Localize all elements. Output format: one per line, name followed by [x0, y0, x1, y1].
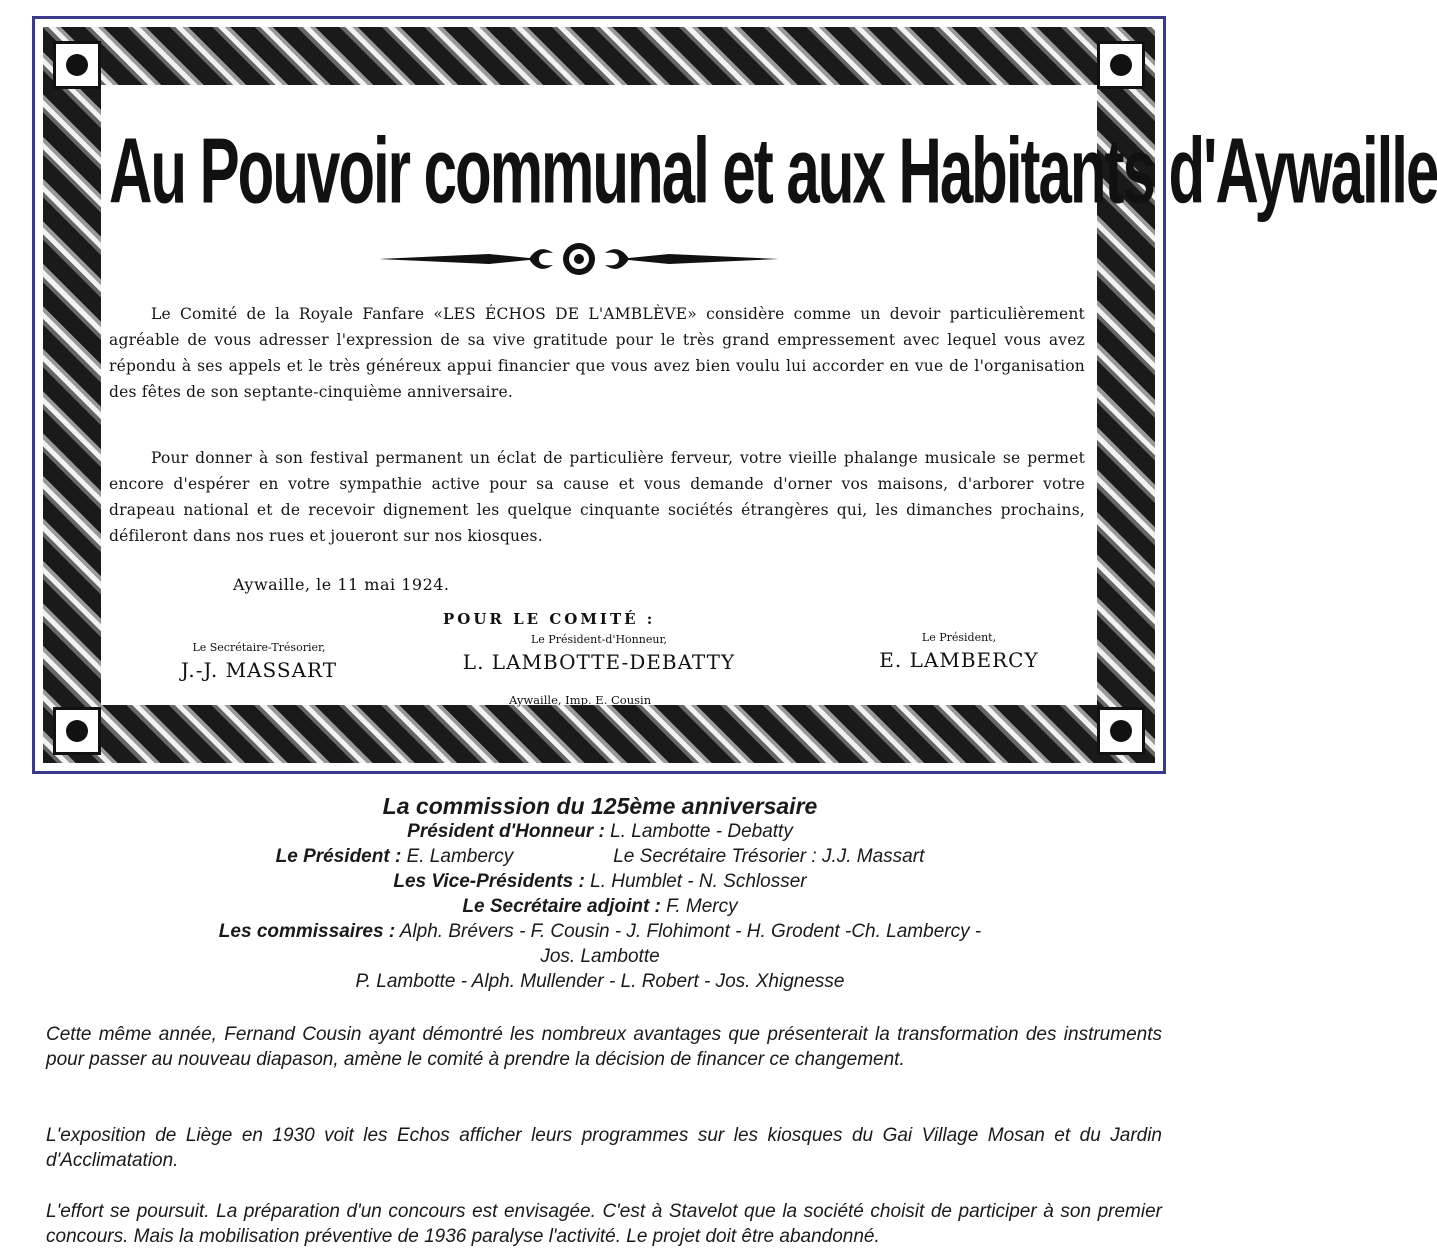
- commissaires-value: Alph. Brévers - F. Cousin - J. Flohimont - H. Grodent -Ch. Lambercy -: [395, 921, 982, 942]
- secretaire-adjoint-label: Le Secrétaire adjoint :: [462, 896, 661, 917]
- divider-ornament: [379, 239, 779, 279]
- vice-presidents-value: L. Humblet - N. Schlosser: [584, 871, 807, 892]
- signature-role: Le Président,: [921, 631, 997, 644]
- corner-ornament-bottom-right: [1097, 707, 1145, 755]
- poster-image: [32, 16, 1437, 774]
- commissaires-line: [0, 919, 1200, 944]
- signature-secretaire-tresorier: [179, 641, 339, 682]
- secretaire-adjoint-value: F. Mercy: [660, 896, 738, 917]
- president-honneur-line: [0, 819, 1200, 844]
- corner-ornament-top-left: [53, 41, 101, 89]
- printer-credit: Aywaille, Imp. E. Cousin: [509, 693, 652, 707]
- poster-date: Aywaille, le 11 mai 1924.: [233, 575, 450, 594]
- president-value: E. Lambercy: [401, 846, 514, 867]
- secretaire-adjoint-line: [0, 894, 1200, 919]
- signature-president-honneur: [459, 633, 739, 674]
- president-line: [0, 844, 1200, 869]
- signature-name: J.-J. MASSART: [180, 658, 338, 682]
- corner-ornament-top-right: [1097, 41, 1145, 89]
- poster-paragraph-1: Le Comité de la Royale Fanfare «LES ÉCHOS DE L'AMBLÈVE» considère comme un devoir particulièrement agréable de vous adresser l'expression de sa vive gratitude pour le très grand empressement avec lequel vous avez répondu à ses appels et le très généreux appui financier que vous avez bien voulu lui accorder en vue de l'organisation des fêtes de son septante-cinquième anniversaire.: [109, 305, 1085, 401]
- signature-role: Le Président-d'Honneur,: [530, 633, 667, 646]
- commissaires-label: Les commissaires :: [218, 921, 396, 942]
- commission-section: [0, 794, 1200, 994]
- vice-presidents-label: Les Vice-Présidents :: [393, 871, 585, 892]
- narrative-paragraph-3: L'effort se poursuit. La préparation d'un concours est envisagée. C'est à Stavelot que la société choisit de participer à son premier concours. Mais la mobilisation préventive de 1936 paralyse l'activité. Le projet doit être abandonné.: [46, 1201, 1162, 1247]
- president-honneur-value: L. Lambotte - Debatty: [604, 821, 793, 842]
- vice-presidents-line: [0, 869, 1200, 894]
- signature-president: [879, 631, 1039, 672]
- narrative-paragraph-2: L'exposition de Liège en 1930 voit les Echos afficher leurs programmes sur les kiosques du Gai Village Mosan et du Jardin d'Acclimatation.: [46, 1125, 1162, 1171]
- signature-role: Le Secrétaire-Trésorier,: [192, 641, 326, 654]
- commissaires-line-3: P. Lambotte - Alph. Mullender - L. Robert - Jos. Xhignesse: [355, 971, 845, 992]
- poster-paragraph-2: Pour donner à son festival permanent un éclat de particulière ferveur, votre vieille phalange musicale se permet encore d'espérer en votre sympathie active pour sa cause et vous demande d'orner vos maisons, d'arborer votre drapeau national et de recevoir dignement les quelque cinquante sociétés étrangères qui, les dimanches prochains, défileront dans nos rues et joueront sur nos kiosques.: [109, 449, 1085, 545]
- president-label: Le Président :: [275, 846, 402, 867]
- narrative-paragraph-1: Cette même année, Fernand Cousin ayant démontré les nombreux avantages que présenterait la transformation des instruments pour passer au nouveau diapason, amène le comité à prendre la décision de financer ce changement.: [46, 1024, 1162, 1070]
- poster-title: Au Pouvoir communal et aux Habitants d'Aywaille: [109, 118, 1437, 223]
- signature-name: E. LAMBERCY: [879, 648, 1039, 672]
- pour-le-comite-heading: POUR LE COMITÉ :: [443, 610, 656, 628]
- commission-heading: La commission du 125ème anniversaire: [382, 793, 818, 819]
- corner-ornament-bottom-left: [53, 707, 101, 755]
- commissaires-line-2: Jos. Lambotte: [540, 946, 660, 967]
- secretaire-tresorier-value: Le Secrétaire Trésorier : J.J. Massart: [613, 846, 925, 867]
- signature-name: L. LAMBOTTE-DEBATTY: [462, 650, 736, 674]
- president-honneur-label: Président d'Honneur :: [407, 821, 605, 842]
- poster-content: [109, 91, 1437, 707]
